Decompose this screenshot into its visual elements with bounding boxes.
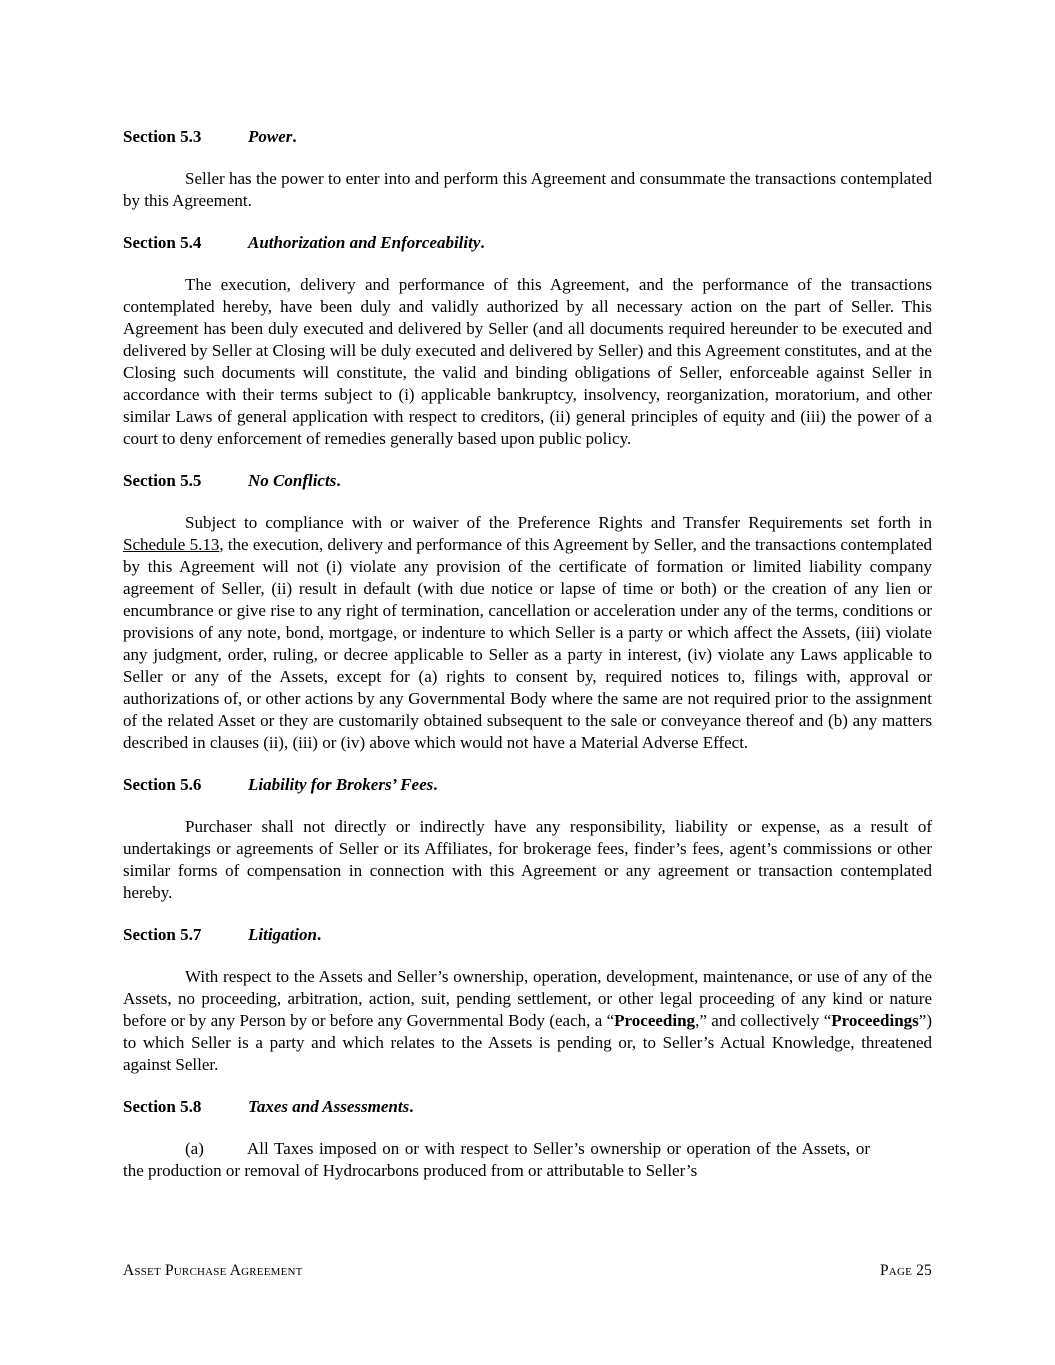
section-title: Taxes and Assessments (248, 1097, 410, 1116)
schedule-5-13-reference: Schedule 5.13 (123, 535, 220, 554)
clause-label: (a) (185, 1139, 204, 1158)
paragraph-text: Subject to compliance with or waiver of the Preference Rights and Transfer Requirements set forth in (185, 513, 932, 532)
section-number: Section 5.8 (123, 1097, 202, 1116)
section-title-period: . (316, 925, 322, 944)
section-title-period: . (409, 1097, 414, 1116)
footer-document-title: Asset Purchase Agreement (123, 1262, 303, 1279)
paragraph-5-8-a (123, 1138, 870, 1182)
section-title: Power (248, 127, 293, 146)
section-number: Section 5.6 (123, 775, 202, 794)
section-heading-5-6 (123, 774, 932, 796)
section-number: Section 5.7 (123, 925, 202, 944)
section-heading-5-4 (123, 232, 932, 254)
section-heading-5-3 (123, 126, 932, 148)
section-title-period: . (336, 471, 341, 490)
section-number: Section 5.3 (123, 127, 202, 146)
defined-term-proceedings: Proceedings (831, 1011, 919, 1030)
section-title-period: . (433, 775, 438, 794)
section-title-period: . (480, 233, 485, 252)
section-title: Authorization and Enforceability (248, 233, 481, 252)
footer-page-number: Page 25 (879, 1262, 932, 1279)
section-title: Litigation (248, 925, 317, 944)
paragraph-text: ,” and collectively “ (695, 1011, 832, 1030)
section-title: No Conflicts (248, 471, 337, 490)
paragraph-5-7 (123, 966, 932, 1076)
section-title-period: . (292, 127, 297, 146)
paragraph-text: ”) to which Seller is a party and which relates to the Assets is pending or, to Seller’s Actual Knowledge, threatened against Seller. (123, 1011, 932, 1074)
paragraph-5-6: Purchaser shall not directly or indirectly have any responsibility, liability or expense, as a result of undertakings or agreements of Seller or its Affiliates, for brokerage fees, finder’s fees, agent’s commissions or other similar forms of compensation in connection with this Agreement or any agreement or transaction contemplated hereby. (123, 817, 932, 902)
defined-term-proceeding: Proceeding (614, 1011, 696, 1030)
paragraph-5-5 (123, 512, 932, 754)
section-title: Liability for Brokers’ Fees (248, 775, 434, 794)
paragraph-5-4: The execution, delivery and performance of this Agreement, and the performance of the transactions contemplated hereby, have been duly and validly authorized by all necessary action on the part of Seller. This Agreement has been duly executed and delivered by Seller (and all documents required hereunder to be executed and delivered by Seller at Closing will be duly executed and delivered by Seller) and this Agreement constitutes, and at the Closing such documents will constitute, the valid and binding obligations of Seller, enforceable against Seller in accordance with their terms subject to (i) applicable bankruptcy, insolvency, reorganization, moratorium, and other similar Laws of general application with respect to creditors, (ii) general principles of equity and (iii) the power of a court to deny enforcement of remedies generally based upon public policy. (123, 275, 932, 448)
section-heading-5-5 (123, 470, 932, 492)
paragraph-5-3: Seller has the power to enter into and perform this Agreement and consummate the transactions contemplated by this Agreement. (123, 169, 932, 210)
paragraph-text: With respect to the Assets and Seller’s ownership, operation, development, maintenance, or use of any of the Assets, no proceeding, arbitration, action, suit, pending settlement, or other legal proceeding of any kind or nature before or by any Person by or before any Governmental Body (each, a “ (123, 967, 932, 1030)
section-number: Section 5.4 (123, 233, 202, 252)
page-footer (123, 1262, 932, 1280)
section-heading-5-8 (123, 1096, 932, 1118)
document-body (123, 126, 932, 1202)
section-heading-5-7 (123, 924, 932, 946)
paragraph-text: , the execution, delivery and performance of this Agreement by Seller, and the transactions contemplated by this Agreement will not (i) violate any provision of the certificate of formation or limited liability company agreement of Seller, (ii) result in default (with due notice or lapse of time or both) or the creation of any lien or encumbrance or give rise to any right of termination, cancellation or acceleration under any of the terms, conditions or provisions of any note, bond, mortgage, or indenture to which Seller is a party or which affect the Assets, (iii) violate any judgment, order, ruling, or decree applicable to Seller as a party in interest, (iv) violate any Laws applicable to Seller or any of the Assets, except for (a) rights to consent by, required notices to, filings with, approval or authorizations of, or other actions by any Governmental Body where the same are not required prior to the assignment of the related Asset or they are customarily obtained subsequent to the sale or conveyance thereof and (b) any matters described in clauses (ii), (iii) or (iv) above which would not have a Material Adverse Effect. (123, 535, 932, 752)
section-number: Section 5.5 (123, 471, 202, 490)
paragraph-text: All Taxes imposed on or with respect to Seller’s ownership or operation of the Assets, or the production or removal of Hydrocarbons produced from or attributable to Seller’s (123, 1139, 870, 1180)
